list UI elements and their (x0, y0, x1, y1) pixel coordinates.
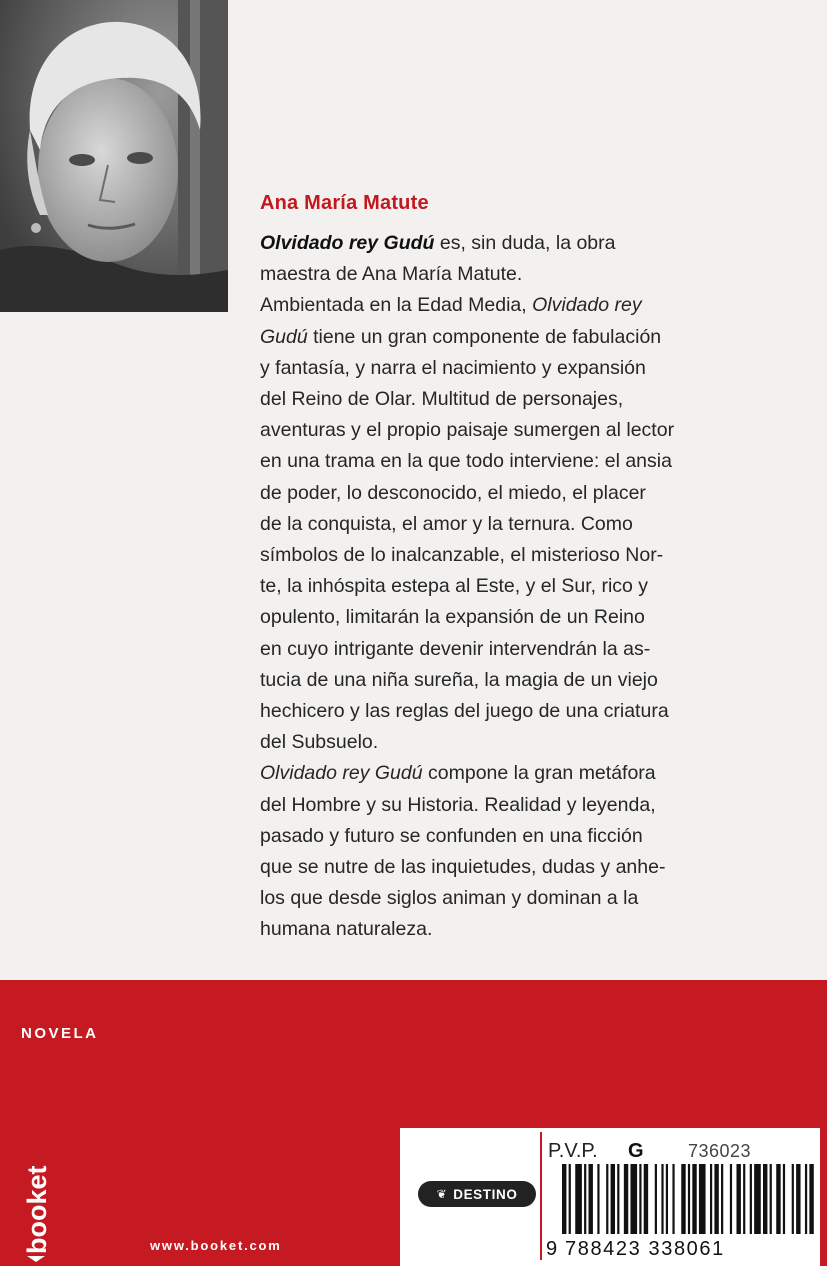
text-line: aventuras y el propio paisaje sumergen al lector (260, 419, 675, 442)
publisher-mark-icon: ❦ (436, 1187, 448, 1201)
panel-divider (540, 1132, 542, 1260)
text-line: y fantasía, y narra el nacimiento y expansión (260, 356, 646, 379)
barcode-bar-23 (721, 1164, 723, 1234)
barcode-bar-30 (770, 1164, 772, 1234)
title-reference: Olvidado rey (532, 294, 642, 317)
barcode-bar-31 (776, 1164, 780, 1234)
barcode-bar-17 (681, 1164, 685, 1234)
barcode-bar-18 (688, 1164, 690, 1234)
text-line: tucia de una niña sureña, la magia de un viejo (260, 668, 658, 691)
synopsis-paragraph (260, 758, 760, 945)
text-line: opulento, limitarán la expansión de un Reino (260, 606, 645, 629)
text-line: en cuyo intrigante devenir intervendrán la as- (260, 637, 651, 660)
title-reference: Olvidado rey Gudú (260, 762, 423, 785)
text-fragment: compone la gran metáfora (422, 762, 656, 785)
barcode-bar-19 (692, 1164, 696, 1234)
barcode-bar-27 (750, 1164, 752, 1234)
barcode-bar-0 (562, 1164, 566, 1234)
barcode-bar-5 (597, 1164, 599, 1234)
text-line: humana naturaleza. (260, 918, 433, 941)
isbn-digits: 788423 338061 (565, 1238, 725, 1260)
booket-logo-text: booket (22, 1165, 52, 1254)
text-line: del Subsuelo. (260, 731, 379, 754)
synopsis-paragraph (260, 290, 760, 758)
barcode-bar-6 (606, 1164, 608, 1234)
barcode-bar-33 (792, 1164, 794, 1234)
text-line: hechicero y las reglas del juego de una criatura (260, 700, 669, 723)
text-line: de la conquista, el amor y la ternura. Como (260, 512, 633, 535)
barcode-bar-21 (710, 1164, 712, 1234)
barcode-bar-13 (655, 1164, 657, 1234)
barcode-bar-32 (783, 1164, 785, 1234)
title-reference: Gudú (260, 325, 308, 348)
barcode-bar-16 (672, 1164, 674, 1234)
text-line: pasado y futuro se confunden en una ficción (260, 824, 643, 847)
text-line: de poder, lo desconocido, el miedo, el placer (260, 481, 646, 504)
barcode-bar-20 (699, 1164, 706, 1234)
text-line (260, 758, 760, 789)
text-line (260, 290, 760, 321)
publisher-badge (418, 1181, 536, 1207)
text-line (260, 228, 760, 259)
text-fragment: Ambientada en la Edad Media, (260, 294, 533, 317)
text-line: los que desde siglos animan y dominan a la (260, 887, 639, 910)
price-code: G (628, 1140, 644, 1162)
barcode-bar-14 (661, 1164, 663, 1234)
barcode-bar-7 (611, 1164, 615, 1234)
text-line: símbolos de lo inalcanzable, el misterioso Nor- (260, 544, 664, 567)
barcode-bar-26 (743, 1164, 745, 1234)
synopsis (260, 228, 760, 946)
text-line: del Hombre y su Historia. Realidad y leyenda, (260, 793, 656, 816)
text-line: del Reino de Olar. Multitud de personajes, (260, 388, 624, 411)
text-line: en una trama en la que todo interviene: el ansia (260, 450, 672, 473)
publisher-name: DESTINO (453, 1186, 518, 1202)
barcode (562, 1164, 816, 1234)
text-line: te, la inhóspita estepa al Este, y el Sur, rico y (260, 575, 649, 598)
price-label: P.V.P. (548, 1140, 598, 1162)
barcode-bar-25 (736, 1164, 740, 1234)
text-fragment: tiene un gran componente de fabulación (307, 325, 662, 348)
barcode-bar-28 (754, 1164, 761, 1234)
barcode-bar-11 (639, 1164, 641, 1234)
barcode-bar-35 (805, 1164, 807, 1234)
barcode-bar-29 (763, 1164, 767, 1234)
text-line: que se nutre de las inquietudes, dudas y anhe- (260, 856, 666, 879)
text-line: maestra de Ana María Matute. (260, 263, 523, 286)
barcode-bar-3 (584, 1164, 586, 1234)
text-line (260, 322, 760, 353)
barcode-bar-2 (575, 1164, 582, 1234)
barcode-bar-1 (569, 1164, 571, 1234)
barcode-bar-36 (809, 1164, 813, 1234)
barcode-bar-24 (730, 1164, 732, 1234)
isbn-prefix-digit: 9 (546, 1238, 558, 1260)
barcode-bar-4 (589, 1164, 593, 1234)
barcode-bar-10 (630, 1164, 637, 1234)
text-fragment: es, sin duda, la obra (434, 232, 616, 254)
barcode-bar-9 (624, 1164, 628, 1234)
booket-logo-icon (19, 1142, 53, 1262)
author-name: Ana María Matute (260, 192, 429, 214)
website-link[interactable]: www.booket.com (150, 1238, 282, 1253)
barcode-bar-22 (714, 1164, 718, 1234)
book-title: Olvidado rey Gudú (260, 232, 435, 254)
reference-code: 736023 (688, 1141, 752, 1161)
barcode-bar-12 (644, 1164, 648, 1234)
synopsis-paragraph (260, 228, 760, 290)
barcode-bar-34 (796, 1164, 800, 1234)
author-photo (0, 0, 228, 312)
barcode-bar-15 (666, 1164, 668, 1234)
genre-label: NOVELA (21, 1025, 99, 1042)
barcode-bar-8 (617, 1164, 619, 1234)
